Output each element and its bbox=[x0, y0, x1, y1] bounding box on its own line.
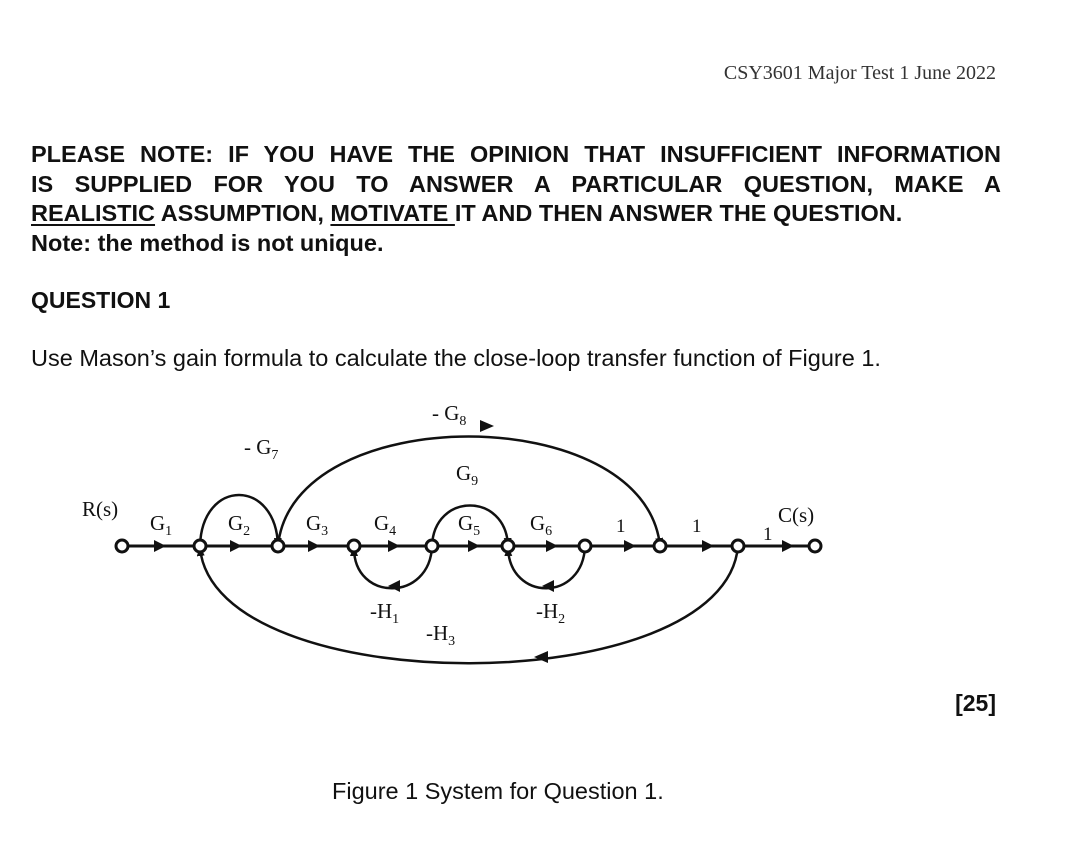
note-line-4: Note: the method is not unique. bbox=[31, 229, 384, 256]
label-g8: - $G_8$ bbox=[432, 401, 467, 429]
note-line-2: IS SUPPLIED FOR YOU TO ANSWER A PARTICULAR QUESTION, MAKE A bbox=[31, 170, 1001, 197]
note-realistic: REALISTIC bbox=[31, 200, 156, 226]
label-g7: - $G_7$ bbox=[244, 435, 279, 463]
node-2 bbox=[272, 540, 284, 552]
note-line-1: PLEASE NOTE: IF YOU HAVE THE OPINION THAT INSUFFICIENT INFORMATION bbox=[31, 141, 1001, 167]
label-h1: $-H_1$ bbox=[370, 599, 400, 627]
node-input bbox=[116, 540, 128, 552]
label-g2: $G_2$ bbox=[228, 511, 251, 539]
node-4 bbox=[426, 540, 438, 552]
node-6 bbox=[579, 540, 591, 552]
note-assumption: ASSUMPTION, bbox=[155, 200, 331, 226]
label-g1: $G_1$ bbox=[150, 511, 173, 539]
header-course-line: CSY3601 Major Test 1 June 2022 bbox=[723, 62, 996, 84]
instruction-note bbox=[31, 140, 1001, 258]
note-then-answer: IT AND THEN ANSWER THE QUESTION. bbox=[454, 200, 903, 226]
label-g6: $G_6$ bbox=[530, 511, 553, 539]
branch-h3 bbox=[200, 546, 738, 663]
label-g4: $G_4$ bbox=[374, 511, 397, 539]
branch-h3-arrow bbox=[534, 651, 548, 663]
question-title: QUESTION 1 bbox=[31, 287, 171, 313]
label-g3: $G_3$ bbox=[306, 511, 329, 539]
branch-h2 bbox=[508, 546, 585, 588]
branch-h2-arrow bbox=[542, 580, 554, 592]
label-g9: $G_9$ bbox=[456, 461, 479, 489]
branch-g8-arrow bbox=[480, 420, 494, 432]
label-input: R(s) bbox=[82, 497, 119, 521]
figure-caption: Figure 1 System for Question 1. bbox=[332, 778, 664, 804]
label-unity-3: 1 bbox=[763, 524, 773, 545]
label-output: C(s) bbox=[778, 503, 815, 527]
node-5 bbox=[502, 540, 514, 552]
node-8 bbox=[732, 540, 744, 552]
branch-h1 bbox=[354, 546, 432, 588]
node-1 bbox=[194, 540, 206, 552]
note-motivate: MOTIVATE bbox=[330, 200, 455, 226]
node-3 bbox=[348, 540, 360, 552]
question-marks: [25] bbox=[955, 690, 996, 716]
label-h3: $-H_3$ bbox=[426, 621, 456, 649]
question-text: Use Mason’s gain formula to calculate the close-loop transfer function of Figure 1. bbox=[31, 345, 881, 371]
node-output bbox=[809, 540, 821, 552]
label-unity-1: 1 bbox=[616, 516, 626, 537]
node-7 bbox=[654, 540, 666, 552]
label-h2: $-H_2$ bbox=[536, 599, 566, 627]
signal-flow-graph bbox=[70, 390, 850, 680]
branch-h1-arrow bbox=[388, 580, 400, 592]
note-line-3 bbox=[31, 199, 1001, 229]
label-g5: $G_5$ bbox=[458, 511, 481, 539]
label-unity-2: 1 bbox=[692, 516, 702, 537]
